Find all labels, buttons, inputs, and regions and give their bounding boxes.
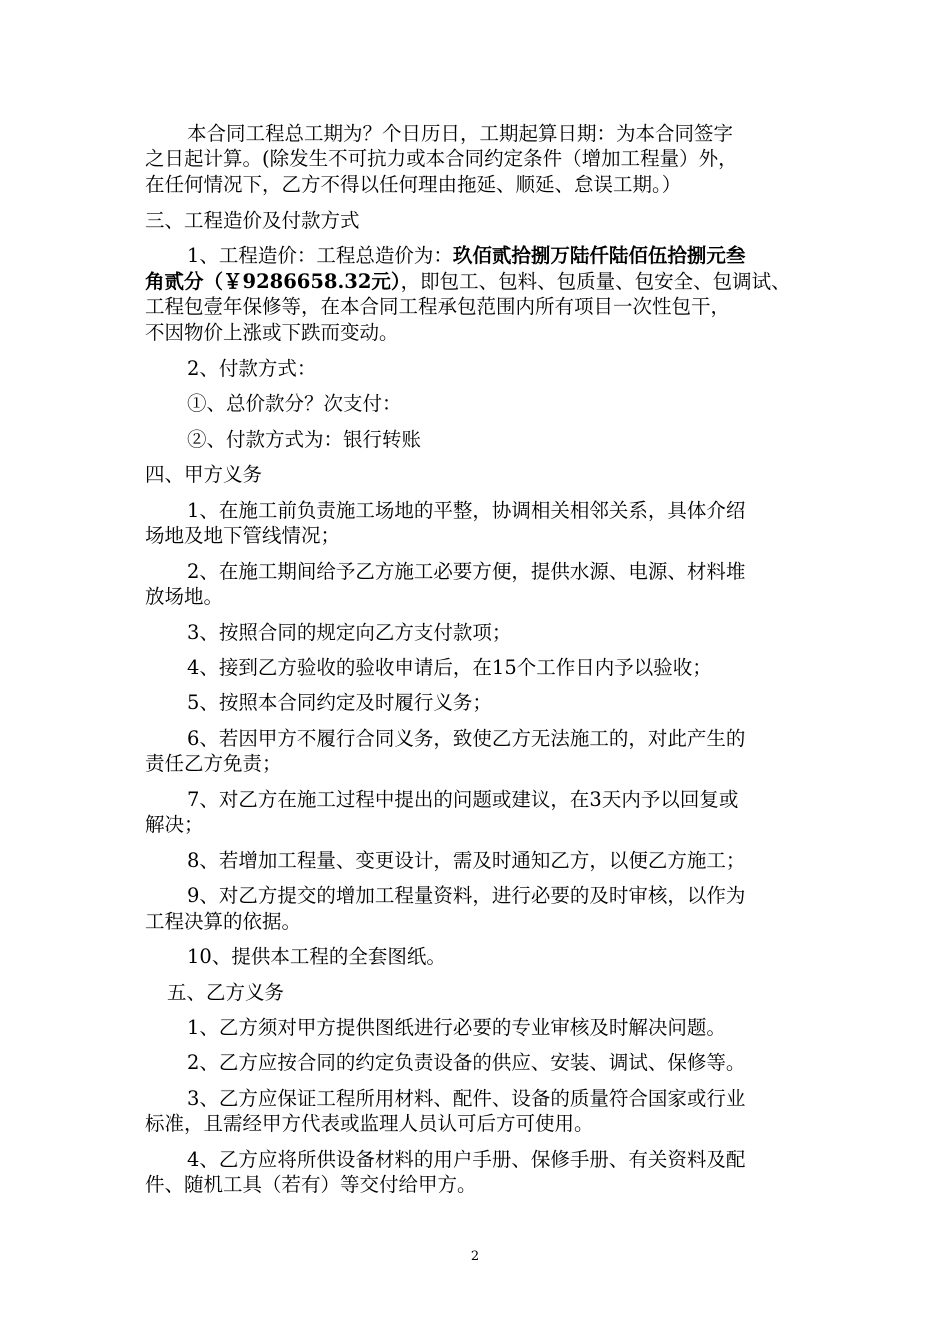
paragraph-line: 2、乙方应按合同的约定负责设备的供应、安装、调试、保修等。 (187, 1051, 746, 1074)
paragraph-line: ①、总价款分？次支付： (187, 392, 402, 415)
paragraph-line: 件、随机工具（若有）等交付给甲方。 (145, 1173, 477, 1196)
paragraph-line: 3、按照合同的规定向乙方支付款项； (187, 621, 512, 644)
paragraph-line: 不因物价上涨或下跌而变动。 (145, 321, 399, 344)
paragraph-line: 6、若因甲方不履行合同义务，致使乙方无法施工的，对此产生的 (187, 727, 746, 750)
paragraph-line: 4、乙方应将所供设备材料的用户手册、保修手册、有关资料及配 (187, 1148, 746, 1171)
paragraph-line: 在任何情况下，乙方不得以任何理由拖延、顺延、怠误工期。） (145, 173, 682, 196)
paragraph-line: 责任乙方免责； (145, 752, 282, 775)
paragraph-line: 2、在施工期间给予乙方施工必要方便，提供水源、电源、材料堆 (187, 560, 746, 583)
paragraph-line: ②、付款方式为：银行转账 (187, 428, 422, 451)
paragraph-line: 1、乙方须对甲方提供图纸进行必要的专业审核及时解决问题。 (187, 1016, 726, 1039)
paragraph-line: 1、在施工前负责施工场地的平整，协调相关相邻关系，具体介绍 (187, 499, 746, 522)
paragraph-line: 放场地。 (145, 585, 224, 608)
paragraph-line: 4、接到乙方验收的验收申请后，在15个工作日内予以验收； (187, 656, 712, 679)
paragraph-line: 5、按照本合同约定及时履行义务； (187, 691, 492, 714)
paragraph-line: 工程包壹年保修等，在本合同工程承包范围内所有项目一次性包干， (145, 295, 731, 318)
paragraph-line: 7、对乙方在施工过程中提出的问题或建议，在3天内予以回复或 (187, 788, 739, 811)
paragraph-line: 8、若增加工程量、变更设计，需及时通知乙方，以便乙方施工； (187, 849, 746, 872)
price-label: 1、工程造价：工程总造价为： (187, 244, 453, 267)
section-heading: 五、乙方义务 (167, 981, 285, 1004)
paragraph-line (187, 244, 813, 268)
paragraph-line: 之日起计算。(除发生不可抗力或本合同约定条件（增加工程量）外， (145, 147, 738, 170)
paragraph-line: 本合同工程总工期为？个日历日，工期起算日期：为本合同签字 (187, 122, 734, 145)
paragraph-line: 解决； (145, 813, 204, 836)
paragraph-line: 3、乙方应保证工程所用材料、配件、设备的质量符合国家或行业 (187, 1087, 746, 1110)
paragraph-line: 工程决算的依据。 (145, 910, 302, 933)
paragraph-line: 标准，且需经甲方代表或监理人员认可后方可使用。 (145, 1112, 594, 1135)
paragraph-line: 9、对乙方提交的增加工程量资料，进行必要的及时审核，以作为 (187, 884, 746, 907)
paragraph-line: 场地及地下管线情况； (145, 524, 341, 547)
page-number: 2 (470, 1249, 480, 1264)
price-terms: ，即包工、包料、包质量、包安全、包调试、 (400, 270, 791, 293)
price-amount-words: 玖佰贰拾捌万陆仟陆佰伍拾捌元叁 (452, 244, 746, 267)
price-amount-figures: 角贰分（￥9286658.32元） (145, 270, 401, 293)
paragraph-line: 10、提供本工程的全套图纸。 (187, 945, 446, 968)
section-heading: 四、甲方义务 (145, 463, 263, 486)
paragraph-line: 2、付款方式： (187, 357, 317, 380)
paragraph-line (145, 270, 813, 294)
section-heading: 三、工程造价及付款方式 (145, 209, 360, 232)
